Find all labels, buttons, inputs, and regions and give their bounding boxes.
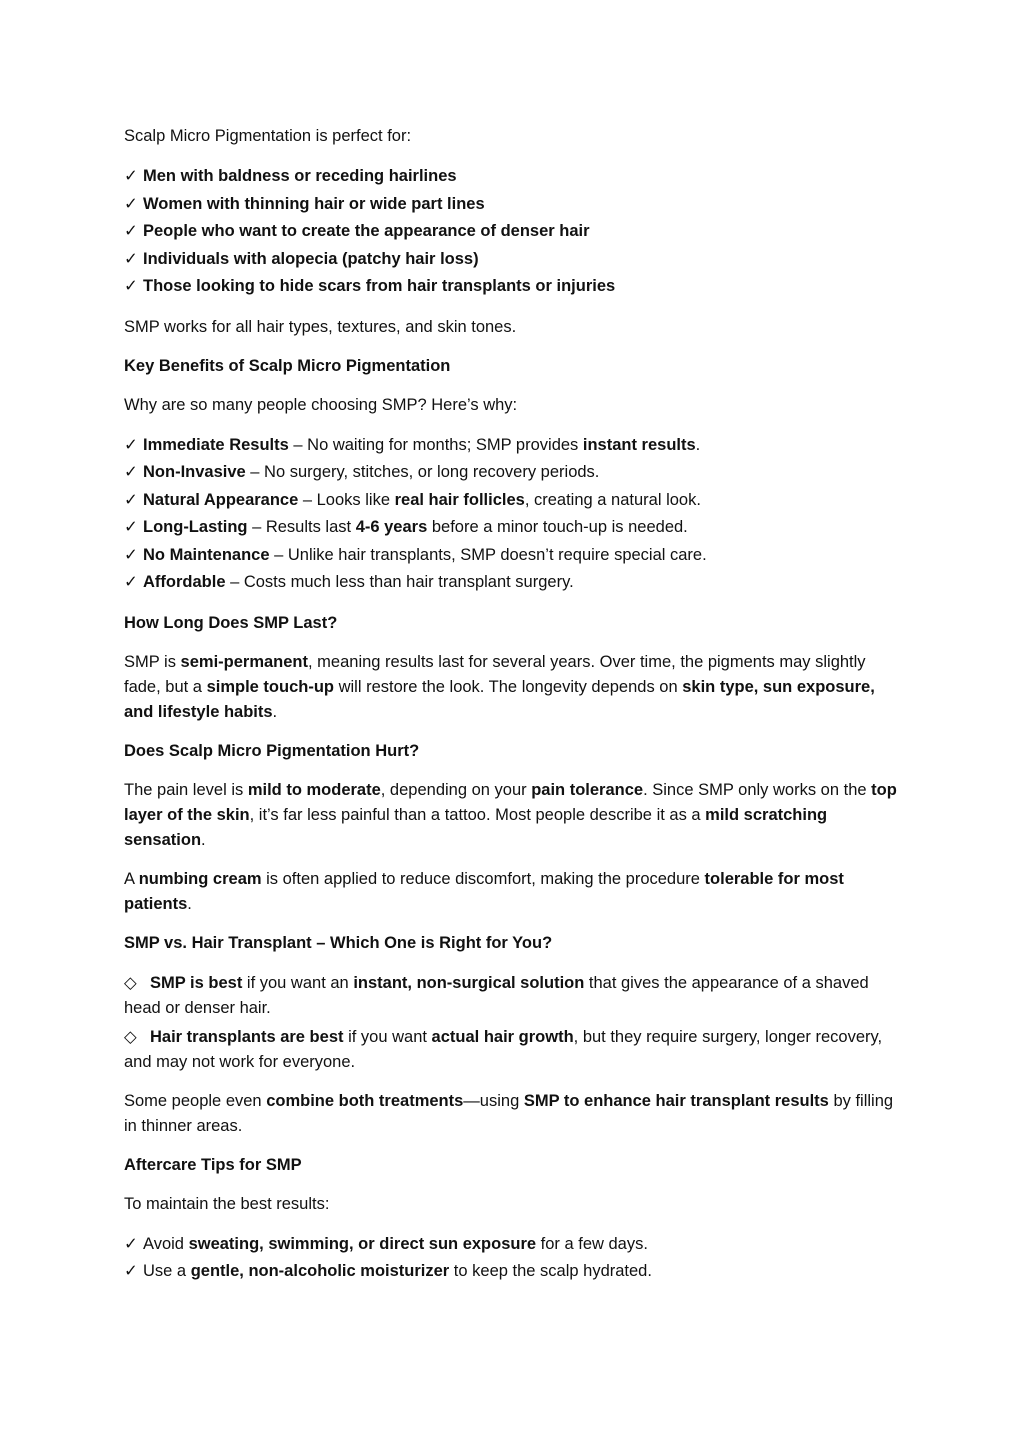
diamond-icon: ◇ — [124, 1026, 137, 1046]
check-icon: ✓ — [124, 518, 138, 536]
list-item: ◇ SMP is best if you want an instant, non-surgical solution that gives the appearance of a shaved head or denser hair. — [124, 970, 899, 1021]
list-item: ✓ No Maintenance – Unlike hair transplants, SMP doesn’t require special care. — [124, 542, 899, 570]
check-icon: ✓ — [124, 222, 138, 240]
list-item: ✓ Men with baldness or receding hairlines — [124, 163, 899, 191]
list-item: ✓ Women with thinning hair or wide part lines — [124, 191, 899, 219]
comparison-heading: SMP vs. Hair Transplant – Which One is Right for You? — [124, 933, 553, 952]
benefits-heading: Key Benefits of Scalp Micro Pigmentation — [124, 356, 451, 375]
check-icon: ✓ — [124, 1234, 138, 1253]
list-item: ◇ Hair transplants are best if you want actual hair growth, but they require surgery, longer recovery, and may not work for everyone. — [124, 1024, 899, 1075]
list-item: ✓ Immediate Results – No waiting for months; SMP provides instant results. — [124, 432, 899, 460]
document-page — [124, 124, 899, 1286]
check-icon: ✓ — [124, 545, 138, 564]
pain-paragraph: The pain level is mild to moderate, depending on your pain tolerance. Since SMP only works on the top layer of the skin, it’s far less painful than a tattoo. Most people describe it as a mild scratching sensation. — [124, 780, 897, 849]
check-icon: ✓ — [124, 463, 138, 481]
aftercare-heading: Aftercare Tips for SMP — [124, 1155, 302, 1174]
diamond-icon: ◇ — [124, 972, 137, 992]
check-icon: ✓ — [124, 435, 138, 454]
list-item: ✓ Use a gentle, non-alcoholic moisturizer to keep the scalp hydrated. — [124, 1258, 899, 1286]
check-icon: ✓ — [124, 194, 138, 213]
check-icon: ✓ — [124, 490, 138, 509]
longevity-heading: How Long Does SMP Last? — [124, 613, 338, 632]
list-item: ✓ Avoid sweating, swimming, or direct sun exposure for a few days. — [124, 1231, 899, 1259]
check-icon: ✓ — [124, 573, 138, 591]
comparison-list — [124, 970, 899, 1075]
combine-paragraph: Some people even combine both treatments—using SMP to enhance hair transplant results by filling in thinner areas. — [124, 1091, 894, 1135]
list-item: ✓ Natural Appearance – Looks like real hair follicles, creating a natural look. — [124, 487, 899, 515]
check-icon: ✓ — [124, 167, 138, 185]
aftercare-intro: To maintain the best results: — [124, 1194, 330, 1213]
aftercare-list — [124, 1231, 899, 1286]
list-item: ✓ Long-Lasting – Results last 4-6 years before a minor touch-up is needed. — [124, 514, 899, 542]
pain-heading: Does Scalp Micro Pigmentation Hurt? — [124, 741, 420, 760]
ideal-candidates-list — [124, 163, 899, 301]
benefits-intro: Why are so many people choosing SMP? Here’s why: — [124, 395, 518, 414]
list-item: ✓ People who want to create the appearance of denser hair — [124, 218, 899, 246]
list-item: ✓ Non-Invasive – No surgery, stitches, or long recovery periods. — [124, 459, 899, 487]
numbing-paragraph: A numbing cream is often applied to reduce discomfort, making the procedure tolerable for most patients. — [124, 869, 844, 913]
works-for-text: SMP works for all hair types, textures, and skin tones. — [124, 317, 517, 336]
check-icon: ✓ — [124, 249, 138, 268]
check-icon: ✓ — [124, 1262, 138, 1280]
intro-text: Scalp Micro Pigmentation is perfect for: — [124, 127, 412, 145]
list-item: ✓ Those looking to hide scars from hair transplants or injuries — [124, 273, 899, 301]
list-item: ✓ Individuals with alopecia (patchy hair loss) — [124, 246, 899, 274]
longevity-paragraph: SMP is semi-permanent, meaning results last for several years. Over time, the pigments may slightly fade, but a simple touch-up will restore the look. The longevity depends on skin type, sun exposure, and lifestyle habits. — [124, 652, 875, 721]
list-item: ✓ Affordable – Costs much less than hair transplant surgery. — [124, 569, 899, 597]
check-icon: ✓ — [124, 277, 138, 295]
benefits-list — [124, 432, 899, 597]
